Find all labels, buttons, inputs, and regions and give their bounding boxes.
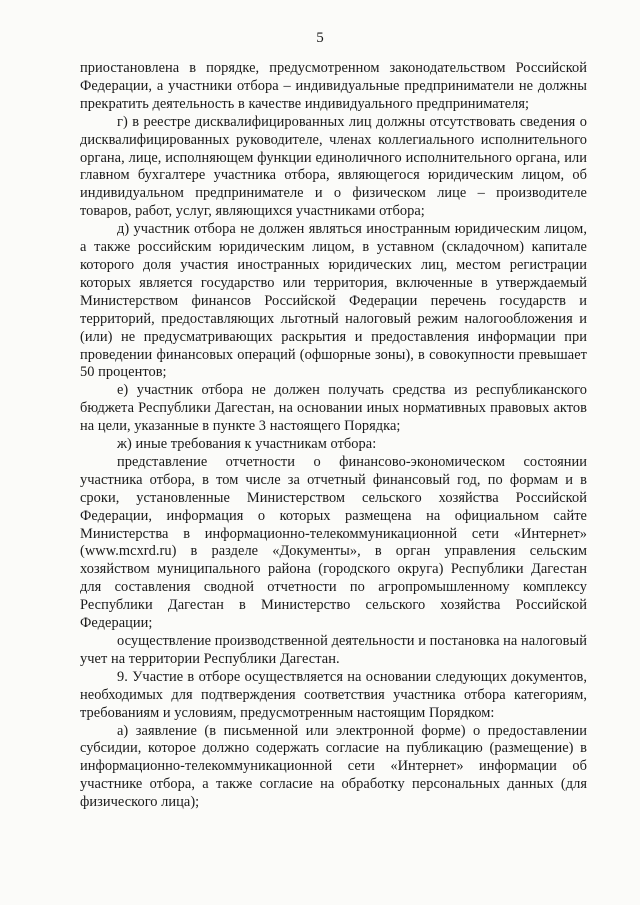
page-number: 5 [316, 30, 324, 46]
paragraph-production-requirement: осуществление производственной деятельности и постановка на налоговый учет на территории Республики Дагестан. [80, 633, 587, 667]
paragraph-item-d: д) участник отбора не должен являться иностранным юридическим лицом, а также российским юридическим лицом, в уставном (складочном) капитале которого доля участия иностранных юридических лиц, местом регистрации которых является государство или территория, включенные в утверждаемый Министерством финансов Российской Федерации перечень государств и территорий, предоставляющих льготный налоговый режим налогообложения и (или) не предусматривающих раскрытия и предоставления информации при проведении финансовых операций (офшорные зоны), в совокупности превышает 50 процентов; [80, 221, 587, 381]
paragraph-continuation: приостановлена в порядке, предусмотренном законодательством Российской Федерации, а участники отбора – индивидуальные предприниматели не должны прекратить деятельность в качестве индивидуального предпринимателя; [80, 60, 587, 112]
paragraph-section-9: 9. Участие в отборе осуществляется на основании следующих документов, необходимых для подтверждения соответствия участника отбора категориям, требованиям и условиям, предусмотренным настоящим Порядком: [80, 668, 587, 721]
paragraph-reporting-requirement: представление отчетности о финансово-экономическом состоянии участника отбора, в том числе за отчетный финансовый год, по формам и в сроки, установленные Министерством сельского хозяйства Российской Федерации, информация о которых размещена на официальном сайте Министерства в информационно-телекоммуникационной сети «Интернет» (www.mcxrd.ru) в разделе «Документы», в орган управления сельским хозяйством муниципального района (городского округа) Республики Дагестан для составления сводной отчетности по агропромышленному комплексу Республики Дагестан в Министерство сельского хозяйства Российской Федерации; [80, 453, 587, 632]
paragraph-item-zh: ж) иные требования к участникам отбора: [117, 436, 377, 453]
paragraph-item-e: е) участник отбора не должен получать средства из республиканского бюджета Республики Дагестан, на основании иных нормативных правовых актов на цели, указанные в пункте 3 настоящего Порядка; [80, 382, 587, 435]
document-body [80, 60, 587, 812]
paragraph-item-a: а) заявление (в письменной или электронной форме) о предоставлении субсидии, которое должно содержать согласие на публикацию (размещение) в информационно-телекоммуникационной сети «Интернет» информации об участнике отбора, а также согласие на обработку персональных данных (для физического лица); [80, 722, 587, 811]
paragraph-item-g: г) в реестре дисквалифицированных лиц должны отсутствовать сведения о дисквалифицированных руководителе, членах коллегиального исполнительного органа, лице, исполняющем функции единоличного исполнительного органа, или главном бухгалтере участника отбора, являющегося юридическим лицом, об индивидуальном предпринимателе и о физическом лице – производителе товаров, работ, услуг, являющихся участниками отбора; [80, 113, 587, 220]
